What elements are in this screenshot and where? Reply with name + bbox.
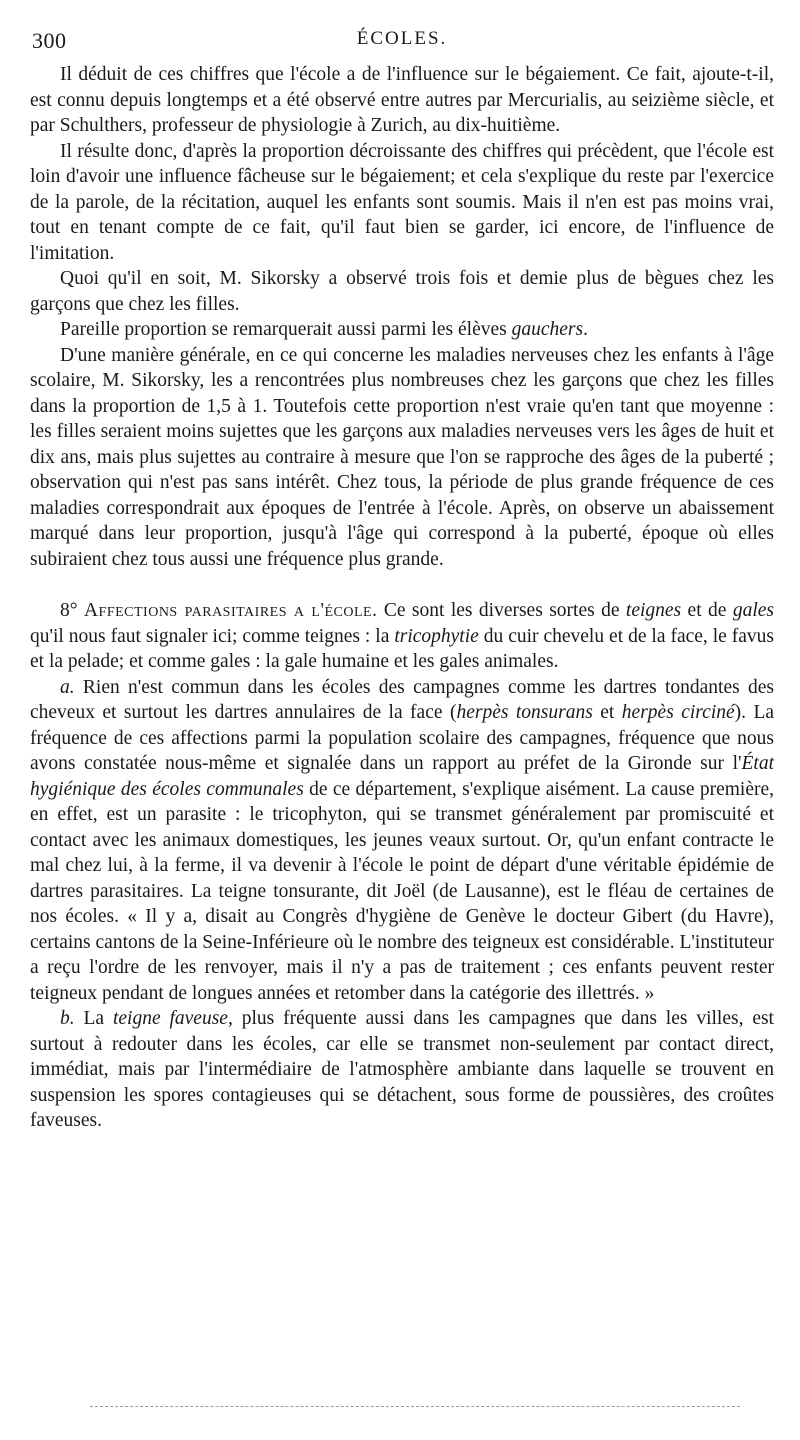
paragraph-maladies-nerveuses: D'une manière générale, en ce qui concerne les maladies nerveuses chez les enfants à l'âge scolaire, M. Sikorsky, les a rencontrées plus nombreuses chez les garçons que chez les filles dans la proportion de 1,5 à 1. Toutefois cette proportion n'est vraie qu'en tant que moyenne : les filles seraient moins sujettes que les garçons aux maladies nerveuses vers les âges de huit et dix ans, mais plus sujettes au contraire à mesure que l'on se rapproche des âges de la puberté ; observation qui n'est pas sans intérêt. Chez tous, la période de plus grande fréquence de ces maladies correspondrait aux époques de l'entrée à l'école. Après, on observe un abaissement marqué dans leur proportion, jusqu'à l'âge qui correspond à la puberté, époque où elles subiraient chez tous aussi une fréquence plus grande. — [30, 344, 774, 570]
text-run: Ce sont les diverses sortes de — [377, 600, 626, 621]
italic-title: État hygiénique des écoles communales — [30, 753, 774, 800]
paragraph-teigne-faveuse — [30, 1006, 774, 1134]
text-run: qu'il nous faut signaler ici; comme teignes : la — [30, 625, 395, 647]
text-run: du cuir chevelu et de la face, le favus et la pelade; et comme gales : la gale humaine et les gales animales. — [30, 625, 774, 672]
text-run: , plus fréquente aussi dans les campagnes que dans les villes, est surtout à redouter dans les écoles, car elle se transmet non-seulement par contact direct, immédiat, mais par l'intermédiaire de l'atmosphère ambiante dans laquelle se trouvent en suspension les spores contagieuses qui se détachent, sous forme de poussières, des croûtes faveuses. — [30, 1008, 774, 1131]
text-run: Pareille proportion se remarquerait aussi parmi les élèves — [60, 319, 512, 340]
text-run: de ce département, s'explique aisément. La cause première, en effet, est un parasite : le tricophyton, qui se transmet généralement par promiscuité et contact avec les animaux domestiques, les jeunes veaux surtout. Or, qu'un enfant contracte le mal chez lui, à la ferme, il va devenir à l'école le point de départ d'une véritable épidémie de dartres parasitaires. La teigne tonsurante, dit Joël (de Lausanne), est le fléau de certaines de nos écoles. « Il y a, disait au Congrès d'hygiène de Genève le docteur Gibert (du Havre), certains cantons de la Seine-Inférieure où le nombre des teigneux est considérable. L'instituteur a reçu l'ordre de les renvoyer, mais il n'y a pas de traitement ; ces enfants peuvent rester teigneux pendant de longues années et retomber dans la catégorie des illettrés. » — [30, 778, 775, 1004]
footer-rule — [90, 1406, 740, 1407]
text-run: et de — [681, 600, 733, 621]
paragraph-bégaiement-influence: Il déduit de ces chiffres que l'école a de l'influence sur le bégaiement. Ce fait, ajoute-t-il, est connu depuis longtemps et a été observé entre autres par Mercurialis, au seizième siècle, et par Schulthers, professeur de physiologie à Zurich, au dix-huitième. — [30, 64, 774, 136]
item-label: a. — [60, 676, 75, 698]
running-title: ÉCOLES. — [356, 28, 448, 49]
italic-term: tricophytie — [394, 625, 479, 647]
text-run: . — [583, 319, 588, 340]
text-run: ). La fréquence de ces affections parmi la population scolaire des campagnes, fréquence que nous avons constatée nous-même et signalée dans un rapport au préfet de la Gironde sur l' — [30, 702, 775, 774]
italic-term: teignes — [625, 600, 682, 621]
item-label: b. — [60, 1008, 75, 1029]
section-affections-parasitaires — [30, 598, 774, 675]
text-run: et — [592, 702, 622, 723]
text-run: Rien n'est commun dans les écoles des campagnes comme les dartres tondantes des cheveux et surtout les dartres annulaires de la face ( — [30, 676, 774, 723]
italic-term: gauchers — [511, 319, 584, 340]
italic-term: gales — [732, 600, 774, 621]
body-text — [30, 62, 774, 1134]
paragraph-sikorsky-bègues: Quoi qu'il en soit, M. Sikorsky a observé trois fois et demie plus de bègues chez les garçons que chez les filles. — [30, 268, 774, 315]
italic-term: teigne faveuse — [112, 1008, 228, 1029]
paragraph-gauchers — [30, 317, 774, 343]
section-number: 8° — [60, 600, 84, 621]
text-run: La — [74, 1008, 113, 1029]
italic-term: herpès tonsurans — [456, 702, 593, 723]
paragraph-dartres-tondantes — [30, 675, 774, 1007]
italic-term: herpès circiné — [621, 702, 735, 723]
page-number: 300 — [32, 28, 67, 53]
running-head — [32, 28, 772, 58]
paragraph-proportion-décroissante: Il résulte donc, d'après la proportion décroissante des chiffres qui précèdent, que l'école est loin d'avoir une influence fâcheuse sur le bégaiement; et cela s'explique du reste par l'exercice de la parole, de la récitation, auquel les enfants sont soumis. Mais il n'en est pas moins vrai, tout en tenant compte de ce fait, qu'il faut bien se garder, ici encore, de l'influence de l'imitation. — [30, 140, 774, 264]
section-heading: Affections parasitaires a l'école. — [83, 600, 378, 621]
